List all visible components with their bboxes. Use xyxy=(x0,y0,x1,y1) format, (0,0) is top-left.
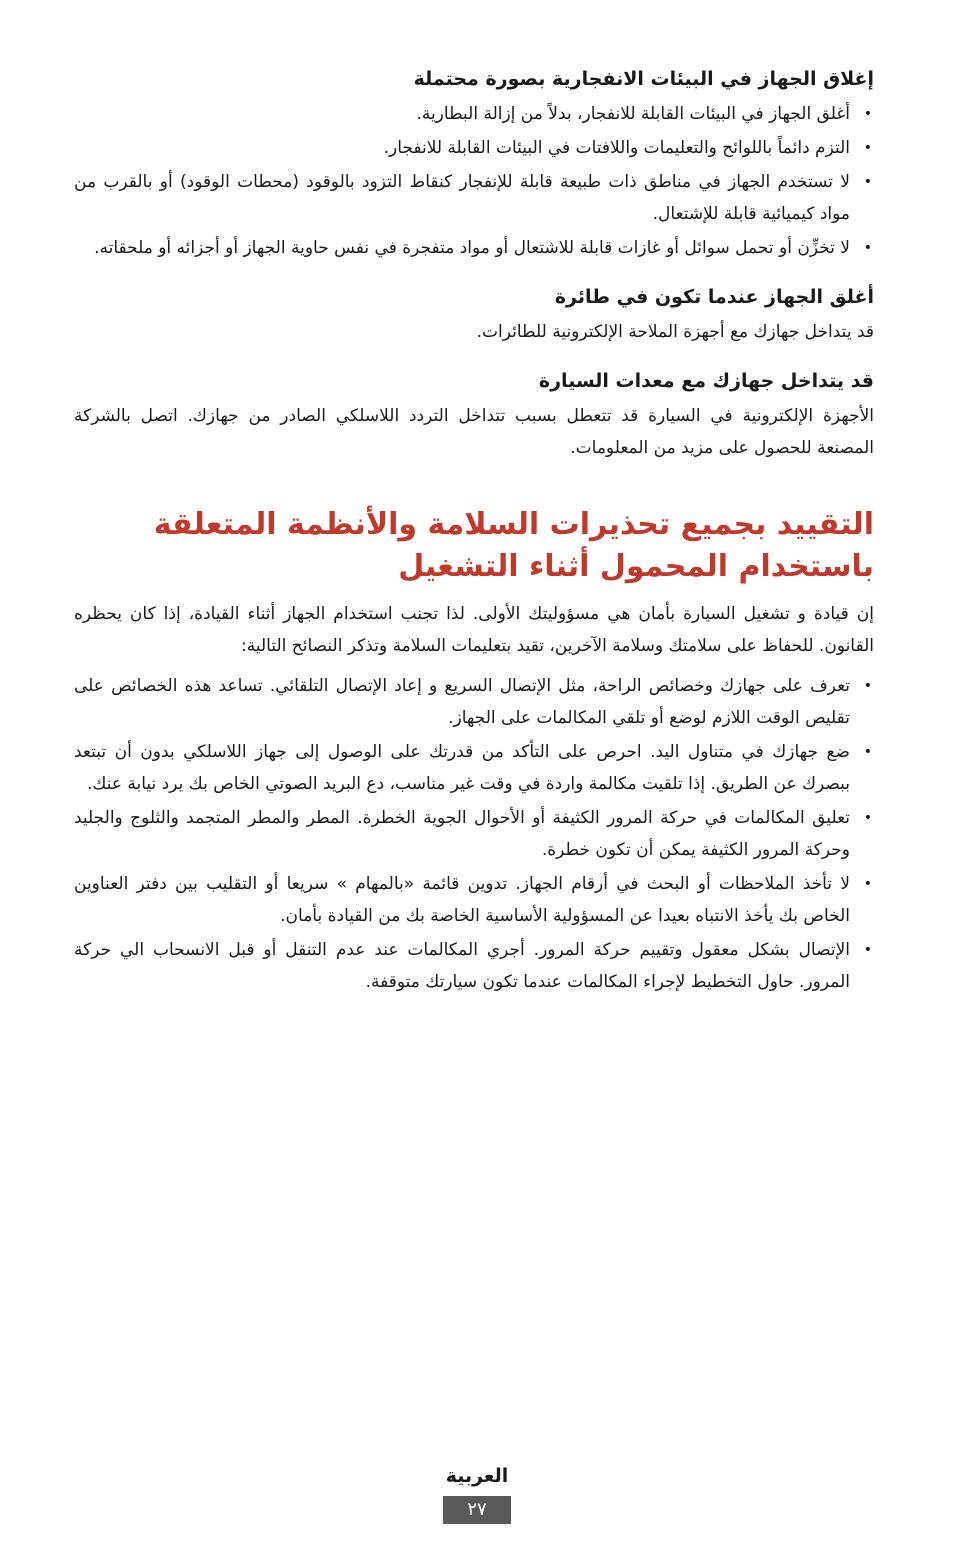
list-item-text: تعليق المكالمات في حركة المرور الكثيفة أو الأحوال الجوية الخطرة. المطر والمطر المتجمد والثلوج والجليد وحركة المرور الكثيفة يمكن أن تكون خطرة. xyxy=(74,808,850,860)
bullet-icon: • xyxy=(863,810,872,826)
bullet-icon: • xyxy=(863,744,872,760)
section-heading: إغلاق الجهاز في البيئات الانفجارية بصورة محتملة xyxy=(413,68,874,90)
section-paragraph: قد يتداخل جهازك مع أجهزة الملاحة الإلكترونية للطائرات. xyxy=(476,322,874,342)
section-heading: أغلق الجهاز عندما تكون في طائرة xyxy=(554,286,874,308)
list-item xyxy=(74,934,880,998)
main-heading: التقييد بجميع تحذيرات السلامة والأنظمة المتعلقة باستخدام المحمول أثناء التشغيل xyxy=(153,507,874,584)
document-page xyxy=(74,64,880,1000)
list-item xyxy=(74,736,880,800)
list-item-text: لا تستخدم الجهاز في مناطق ذات طبيعة قابلة للإنفجار كنقاط التزود بالوقود (محطات الوقود) أو بالقرب من مواد كيميائية قابلة للإشتعال. xyxy=(74,172,850,224)
main-intro-paragraph: إن قيادة و تشغيل السيارة بأمان هي مسؤوليتك الأولى. لذا تجنب استخدام الجهاز أثناء القيادة، إذا كان يحظره القانون. للحفاظ على سلامتك وسلامة الآخرين، تقيد بتعليمات السلامة وتذكر النصائح التالية: xyxy=(74,604,874,656)
page-number-badge: ٢٧ xyxy=(443,1496,511,1524)
page-footer xyxy=(0,1462,954,1524)
list-item xyxy=(74,868,880,932)
list-item-text: أغلق الجهاز في البيئات القابلة للانفجار، بدلاً من إزالة البطارية. xyxy=(416,104,850,124)
list-item-text: لا تخزِّن أو تحمل سوائل أو غازات قابلة للاشتعال أو مواد متفجرة في نفس حاوية الجهاز أو أجزائه أو ملحقاته. xyxy=(94,238,850,258)
list-item xyxy=(74,802,880,866)
section-explosive-environments xyxy=(74,64,880,264)
bullet-icon: • xyxy=(863,106,872,122)
driving-tips-list xyxy=(74,670,880,998)
bullet-list xyxy=(74,98,880,264)
footer-language-label: العربية xyxy=(445,1465,509,1487)
list-item-text: تعرف على جهازك وخصائص الراحة، مثل الإتصال السريع و إعاد الإتصال التلقائي. تساعد هذه الخصائص على تقليص الوقت اللازم لوضع أو تلقي المكالمات على الجهاز. xyxy=(74,676,850,728)
bullet-icon: • xyxy=(863,942,872,958)
list-item-text: التزم دائماً باللوائح والتعليمات واللافتات في البيئات القابلة للانفجار. xyxy=(383,138,850,158)
bullet-icon: • xyxy=(863,678,872,694)
section-vehicle-equipment xyxy=(74,366,880,464)
bullet-icon: • xyxy=(863,876,872,892)
list-item xyxy=(74,166,880,230)
list-item xyxy=(74,232,880,264)
section-paragraph: الأجهزة الإلكترونية في السيارة قد تتعطل بسبب تتداخل التردد اللاسلكي الصادر من جهازك. اتصل بالشركة المصنعة للحصول على مزيد من المعلومات. xyxy=(74,406,874,458)
list-item xyxy=(74,98,880,130)
bullet-icon: • xyxy=(863,174,872,190)
list-item xyxy=(74,670,880,734)
list-item-text: ضع جهازك في متناول اليد. احرص على التأكد من قدرتك على الوصول إلى جهاز اللاسلكي بدون أن تبتعد ببصرك عن الطريق. إذا تلقيت مكالمة واردة في وقت غير مناسب، دع البريد الصوتي الخاص بك يرد نيابة عنك. xyxy=(74,742,850,794)
list-item-text: الإتصال بشكل معقول وتقييم حركة المرور. أجري المكالمات عند عدم التنقل أو قبل الانسحاب الي حركة المرور. حاول التخطيط لإجراء المكالمات عندما تكون سيارتك متوقفة. xyxy=(74,940,850,992)
section-aircraft xyxy=(74,282,880,348)
section-heading: قد يتداخل جهازك مع معدات السيارة xyxy=(538,370,874,392)
bullet-icon: • xyxy=(863,140,872,156)
list-item-text: لا تأخذ الملاحظات أو البحث في أرقام الجهاز. تدوين قائمة «بالمهام » سريعا أو التقليب بين دفتر العناوين الخاص بك يأخذ الانتباه بعيدا عن المسؤولية الأساسية الخاصة بك من القيادة بأمان. xyxy=(74,874,850,926)
bullet-icon: • xyxy=(863,240,872,256)
list-item xyxy=(74,132,880,164)
